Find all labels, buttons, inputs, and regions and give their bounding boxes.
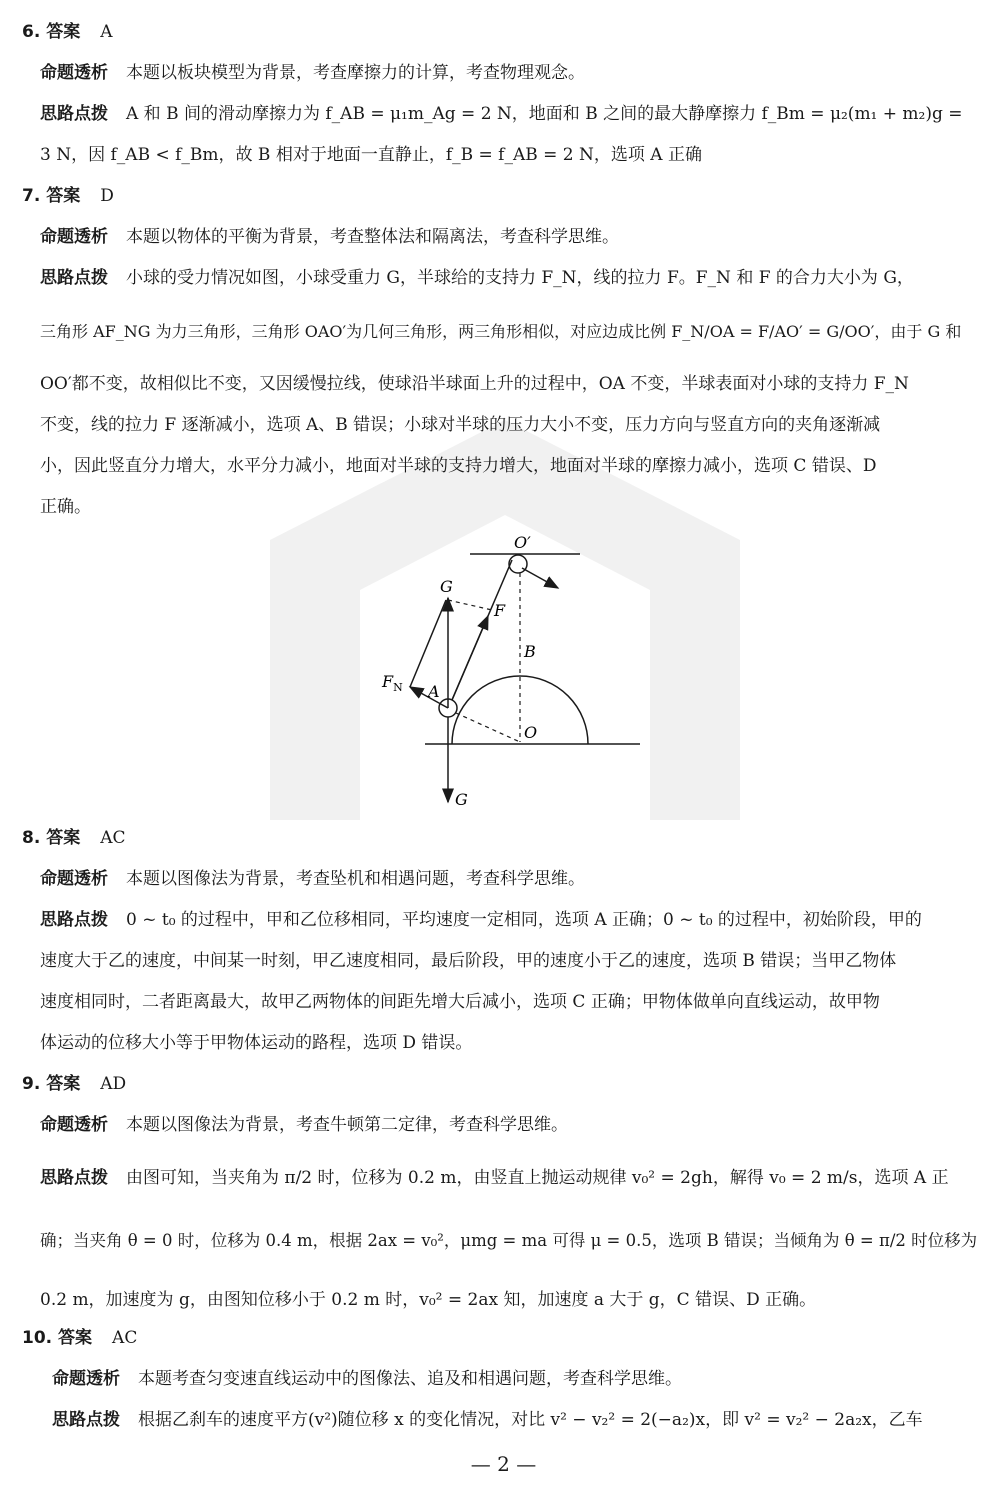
q6-answer: A	[100, 22, 113, 42]
q10-intent: 命题透析 本题考查匀变速直线运动中的图像法、追及和相遇问题，考查科学思维。	[52, 1369, 682, 1389]
q8-hint-l4: 速度相同时，二者距离最大，故甲乙两物体的间距先增大后减小，选项 C 正确；甲物体做单向直线运动，故甲物	[40, 992, 880, 1012]
q8-intent: 命题透析 本题以图像法为背景，考查坠机和相遇问题，考查科学思维。	[40, 869, 585, 889]
q9-answer: AD	[100, 1074, 127, 1094]
label-o-prime: O′	[514, 533, 531, 552]
q10-hint: 思路点拨 根据乙刹车的速度平方(v²)随位移 x 的变化情况，对比 v² − v₂² = 2(−a₂)x，即 v² = v₂² − 2a₂x，乙车	[52, 1410, 923, 1430]
label-a: A	[428, 682, 440, 701]
q10-number: 10. 答案	[22, 1328, 93, 1348]
label-fn: $F_N$	[382, 672, 403, 694]
label-g-top: G	[440, 577, 453, 596]
q9-header	[22, 1064, 985, 1105]
q6-header	[22, 12, 985, 53]
q8-hint-l5: 体运动的位移大小等于甲物体运动的路程，选项 D 错误。	[40, 1033, 473, 1053]
label-f: F	[494, 601, 506, 620]
pulley	[509, 555, 527, 573]
q7-hint: 思路点拨 小球的受力情况如图，小球受重力 G，半球给的支持力 F_N，线的拉力 F。F_N 和 F 的合力大小为 G，	[40, 268, 914, 288]
label-g-bottom: G	[455, 790, 468, 809]
page-number: — 2 —	[470, 1452, 537, 1476]
q7-hint-l5: 不变，线的拉力 F 逐渐减小，选项 A、B 错误；小球对半球的压力大小不变，压力方向与竖直方向的夹角逐渐减	[40, 415, 881, 435]
q9-number: 9. 答案	[22, 1074, 81, 1094]
q9-hint: 思路点拨 由图可知，当夹角为 π/2 时，位移为 0.2 m，由竖直上抛运动规律 v₀² = 2gh，解得 v₀ = 2 m/s，选项 A 正	[40, 1168, 949, 1188]
q8-answer: AC	[100, 828, 126, 848]
q7-hint-l4: OO′都不变，故相似比不变，又因缓慢拉线，使球沿半球面上升的过程中，OA 不变，半球表面对小球的支持力 F_N	[40, 374, 909, 394]
q7-hint-l7: 正确。	[40, 497, 91, 517]
q10-answer: AC	[112, 1328, 138, 1348]
q7-number: 7. 答案	[22, 186, 81, 206]
q8-header	[22, 818, 985, 859]
q8-number: 8. 答案	[22, 828, 81, 848]
q6-hint: 思路点拨 A 和 B 间的滑动摩擦力为 f_AB = μ₁m_Ag = 2 N，地面和 B 之间的最大静摩擦力 f_Bm = μ₂(m₁ + m₂)g =	[40, 104, 963, 124]
q6-number: 6. 答案	[22, 22, 81, 42]
q8-hint-l3: 速度大于乙的速度，中间某一时刻，甲乙速度相同，最后阶段，甲的速度小于乙的速度，选项 B 错误；当甲乙物体	[40, 951, 897, 971]
label-o: O	[524, 723, 538, 742]
q7-answer: D	[100, 186, 114, 206]
label-b: B	[524, 642, 536, 661]
q10-header	[22, 1318, 985, 1359]
q9-intent: 命题透析 本题以图像法为背景，考查牛顿第二定律，考查科学思维。	[40, 1115, 568, 1135]
q9-hint-l3: 确；当夹角 θ = 0 时，位移为 0.4 m，根据 2ax = v₀²，μmg = ma 可得 μ = 0.5，选项 B 错误；当倾角为 θ = π/2 时位移为	[40, 1231, 978, 1250]
q8-hint: 思路点拨 0 ~ t₀ 的过程中，甲和乙位移相同，平均速度一定相同，选项 A 正确；0 ~ t₀ 的过程中，初始阶段，甲的	[40, 910, 922, 930]
q6-hint-cont: 3 N，因 f_AB < f_Bm，故 B 相对于地面一直静止，f_B = f_AB = 2 N，选项 A 正确	[40, 145, 702, 165]
q9-hint-l4: 0.2 m，加速度为 g，由图知位移小于 0.2 m 时，v₀² = 2ax 知，加速度 a 大于 g，C 错误、D 正确。	[40, 1290, 817, 1310]
q6-intent: 命题透析 本题以板块模型为背景，考查摩擦力的计算，考查物理观念。	[40, 63, 585, 83]
q7-hint-l6: 小，因此竖直分力增大，水平分力减小，地面对半球的支持力增大，地面对半球的摩擦力减小，选项 C 错误、D	[40, 456, 877, 476]
q7-header	[22, 176, 985, 217]
q7-hint-l3: 三角形 AF_NG 为力三角形，三角形 OAO′为几何三角形，两三角形相似，对应边成比例 F_N/OA = F/AO′ = G/OO′，由于 G 和	[40, 322, 962, 341]
force-diagram	[370, 530, 660, 810]
q7-intent: 命题透析 本题以物体的平衡为背景，考查整体法和隔离法，考查科学思维。	[40, 227, 619, 247]
